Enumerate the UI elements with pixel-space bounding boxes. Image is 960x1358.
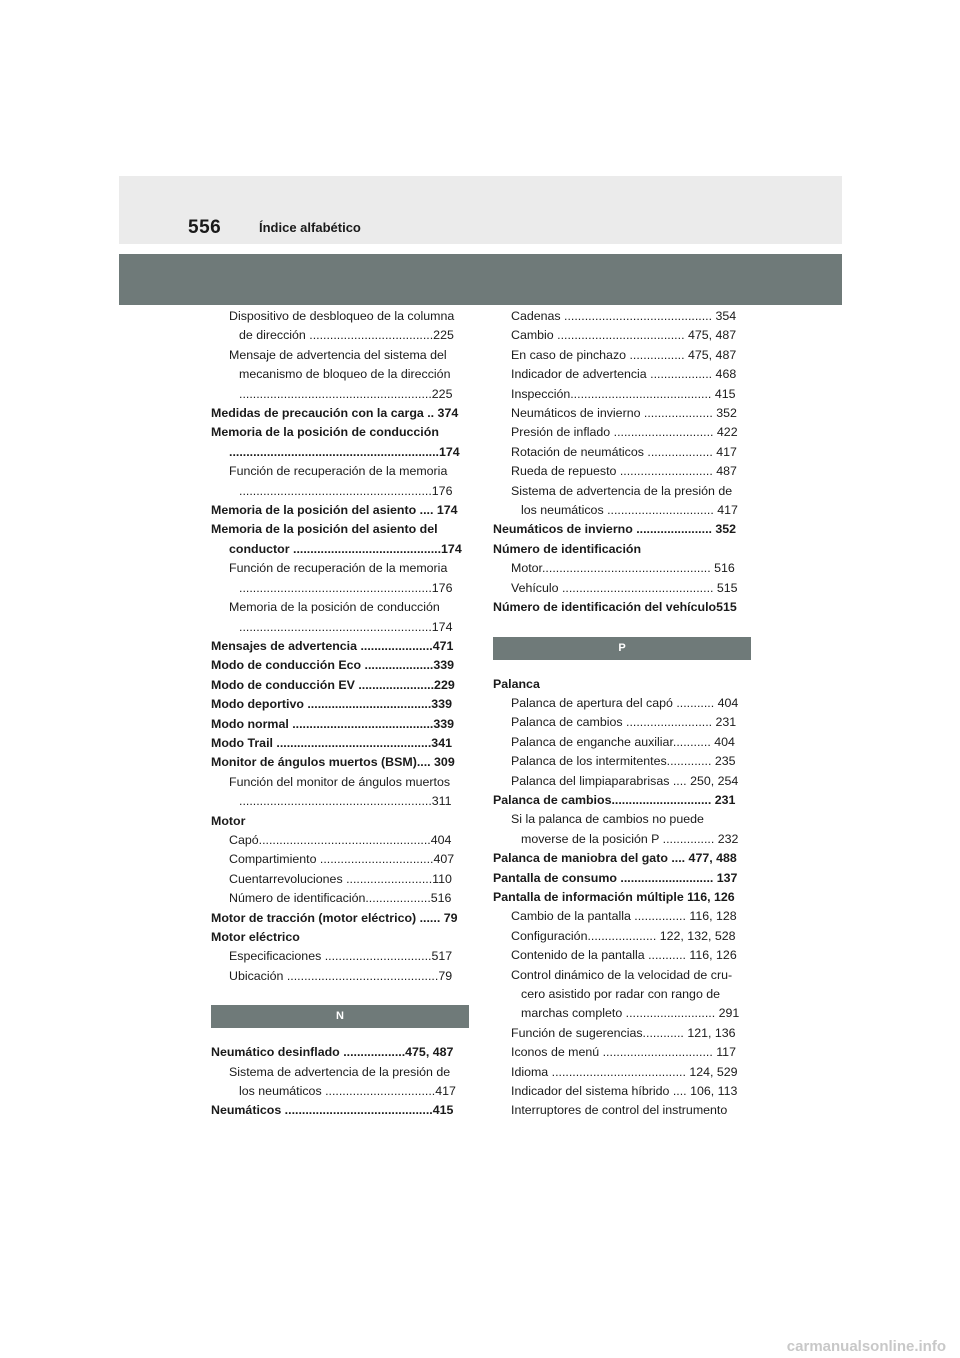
index-subentry: Palanca de apertura del capó ........... 404 [511, 695, 739, 710]
index-subentry: de dirección ....................................225 [239, 328, 454, 343]
index-entry: Neumático desinflado ..................475, 487 [211, 1045, 454, 1060]
index-entry: conductor ...........................................174 [229, 541, 462, 556]
index-subentry: Rotación de neumáticos ................... 417 [511, 444, 737, 459]
index-subentry: ........................................................174 [239, 619, 453, 634]
index-subentry: Ubicación ............................................79 [229, 968, 453, 983]
index-entry: Pantalla de consumo ........................... 137 [493, 870, 738, 885]
index-subentry: Rueda de repuesto ........................... 487 [511, 464, 737, 479]
index-entry: Número de identificación del vehículo515 [493, 600, 737, 615]
index-subentry: Sistema de advertencia de la presión de [229, 1064, 451, 1079]
index-subentry: Si la palanca de cambios no puede [511, 812, 704, 827]
index-entry: Modo normal .........................................339 [211, 716, 455, 731]
index-entry: Modo de conducción Eco ....................339 [211, 658, 455, 673]
index-subentry: Palanca del limpiaparabrisas .... 250, 254 [511, 773, 739, 788]
index-subentry: mecanismo de bloqueo de la dirección [239, 367, 451, 382]
index-subentry: Contenido de la pantalla ........... 116, 126 [511, 948, 737, 963]
index-subentry: ........................................................225 [239, 386, 453, 401]
index-entry: Memoria de la posición del asiento .... 174 [211, 503, 458, 518]
index-subentry: Función de sugerencias............ 121, 136 [511, 1025, 736, 1040]
index-subentry: los neumáticos ................................417 [239, 1084, 456, 1099]
index-subentry: Presión de inflado ............................. 422 [511, 425, 738, 440]
index-entry: Memoria de la posición de conducción [211, 425, 439, 440]
section-header: P [493, 637, 751, 660]
index-subentry: Especificaciones ...............................517 [229, 949, 453, 964]
index-subentry: Cambio de la pantalla ............... 116, 128 [511, 909, 737, 924]
index-subentry: ........................................................176 [239, 483, 453, 498]
index-subentry: Palanca de los intermitentes............. 235 [511, 754, 736, 769]
index-entry: Número de identificación [493, 541, 642, 556]
page-number: 556 [188, 217, 222, 238]
index-subentry: ........................................................311 [239, 794, 452, 809]
index-subentry: Interruptores de control del instrumento [511, 1103, 728, 1118]
index-subentry: Mensaje de advertencia del sistema del [229, 347, 447, 362]
index-entry: Pantalla de información múltiple 116, 126 [493, 889, 735, 904]
index-entry: Motor de tracción (motor eléctrico) ...... 79 [211, 910, 458, 925]
index-subentry: Indicador del sistema híbrido .... 106, 113 [511, 1084, 738, 1099]
index-subentry: moverse de la posición P ............... 232 [521, 831, 739, 846]
index-subentry: Idioma ....................................... 124, 529 [511, 1064, 738, 1079]
index-subentry: ........................................................176 [239, 580, 453, 595]
index-subentry: Neumáticos de invierno .................... 352 [511, 406, 737, 421]
index-subentry: Vehículo ............................................ 515 [511, 580, 738, 595]
index-subentry: marchas completo .......................... 291 [521, 1006, 740, 1021]
header-bar [119, 176, 842, 244]
index-subentry: Función del monitor de ángulos muertos [229, 774, 451, 789]
index-entry: Neumáticos de invierno ...................... 352 [493, 522, 737, 537]
header-band [119, 254, 842, 305]
index-subentry: En caso de pinchazo ................ 475, 487 [511, 347, 737, 362]
index-subentry: Memoria de la posición de conducción [229, 600, 440, 615]
index-entry: Palanca de maniobra del gato .... 477, 488 [493, 851, 737, 866]
index-entry: Medidas de precaución con la carga .. 374 [211, 406, 459, 421]
index-entry: Palanca de cambios............................. 231 [493, 792, 736, 807]
index-subentry: Iconos de menú ................................ 117 [511, 1045, 736, 1060]
index-subentry: Función de recuperación de la memoria [229, 561, 448, 576]
index-entry: Modo deportivo ....................................339 [211, 697, 452, 712]
index-subentry: Configuración.................... 122, 132, 528 [511, 928, 736, 943]
index-subentry: Control dinámico de la velocidad de cru- [511, 967, 733, 982]
index-entry: Modo Trail .............................................341 [211, 735, 452, 750]
index-subentry: Número de identificación...................516 [229, 891, 452, 906]
index-subentry: Cuentarrevoluciones .........................110 [229, 871, 452, 886]
index-subentry: Sistema de advertencia de la presión de [511, 483, 733, 498]
index-subentry: Dispositivo de desbloqueo de la columna [229, 309, 455, 323]
index-entry: Neumáticos ...........................................415 [211, 1103, 454, 1118]
index-entry: Palanca [493, 676, 540, 691]
index-entry: Modo de conducción EV ......................229 [211, 677, 455, 692]
index-entry: Monitor de ángulos muertos (BSM).... 309 [211, 755, 455, 770]
index-subentry: Motor................................................. 516 [511, 561, 735, 576]
index-subentry: Palanca de enganche auxiliar........... 404 [511, 734, 735, 749]
index-column-right [493, 307, 751, 1121]
page-title: Índice alfabético [259, 220, 361, 235]
index-entry: Motor [211, 813, 246, 828]
index-entry: Mensajes de advertencia .....................471 [211, 638, 454, 653]
index-entry: Memoria de la posición del asiento del [211, 522, 438, 537]
index-subentry: Compartimiento .................................407 [229, 852, 455, 867]
watermark: carmanualsonline.info [786, 1338, 946, 1355]
index-subentry: los neumáticos ............................... 417 [521, 503, 738, 518]
index-subentry: Indicador de advertencia .................. 468 [511, 367, 737, 382]
section-header: N [211, 1005, 469, 1028]
index-entry: Motor eléctrico [211, 930, 300, 944]
index-subentry: Cadenas ........................................... 354 [511, 309, 737, 323]
index-subentry: Cambio ..................................... 475, 487 [511, 328, 737, 343]
index-subentry: Función de recuperación de la memoria [229, 464, 448, 479]
index-column-left [211, 307, 469, 1121]
index-subentry: Capó..................................................404 [229, 832, 452, 847]
index-subentry: cero asistido por radar con rango de [521, 987, 721, 1001]
index-subentry: Palanca de cambios ......................... 231 [511, 715, 737, 730]
index-subentry: Inspección......................................... 415 [511, 386, 736, 401]
index-entry: .............................................................174 [229, 444, 460, 459]
